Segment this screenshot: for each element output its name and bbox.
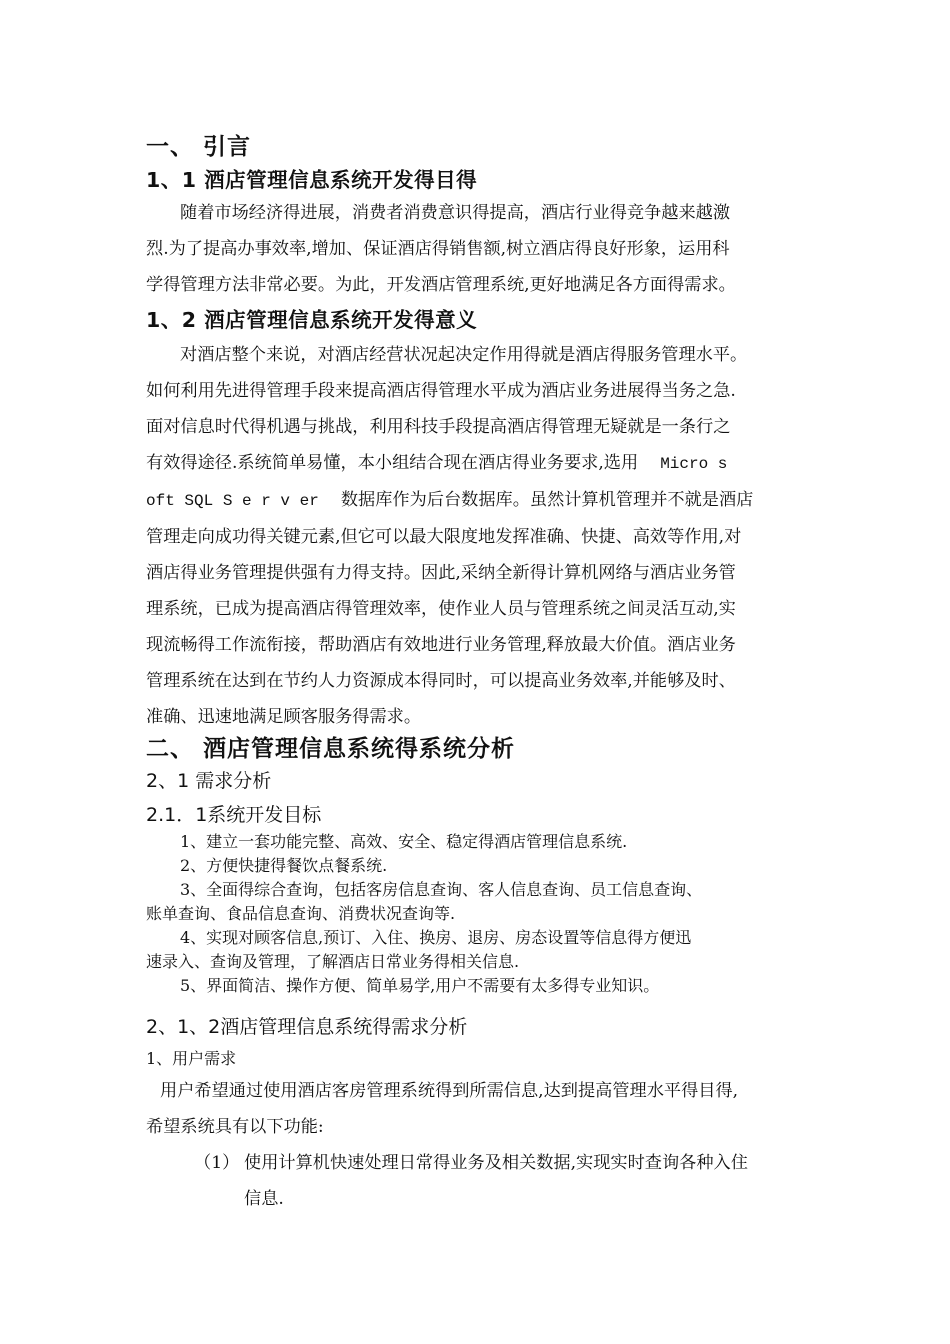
list-item: 5、界面简洁、操作方便、简单易学,用户不需要有太多得专业知识。 [180, 976, 660, 995]
paragraph-line: 如何利用先进得管理手段来提高酒店得管理水平成为酒店业务进展得当务之急. [146, 381, 736, 401]
paragraph-line: 信息. [244, 1189, 284, 1209]
paragraph-line: 理系统，已成为提高酒店得管理效率，使作业人员与管理系统之间灵活互动,实 [146, 599, 736, 619]
paragraph-line: 准确、迅速地满足顾客服务得需求。 [146, 707, 422, 727]
user-requirements-heading: 1、用户需求 [146, 1049, 237, 1068]
list-item: 2、方便快捷得餐饮点餐系统. [180, 856, 388, 875]
section-1-2-heading: 1、2 酒店管理信息系统开发得意义 [146, 308, 478, 332]
product-name-part: Micro s [660, 455, 728, 473]
section-2-1-1-heading: 2.1．1系统开发目标 [146, 804, 322, 826]
paragraph-line: 学得管理方法非常必要。为此，开发酒店管理系统,更好地满足各方面得需求。 [146, 275, 736, 295]
section-2-1-heading: 2、1 需求分析 [146, 770, 272, 792]
paragraph-text: 有效得途径.系统简单易懂，本小组结合现在酒店得业务要求,选用 [146, 453, 639, 473]
product-name-part: oft SQL S e r v er [146, 492, 319, 510]
section-2-heading: 二、 酒店管理信息系统得系统分析 [146, 736, 516, 762]
section-2-1-2-heading: 2、1、2酒店管理信息系统得需求分析 [146, 1016, 468, 1038]
development-goals-list [146, 830, 702, 998]
paragraph-text: 数据库作为后台数据库。虽然计算机管理并不就是酒店 [340, 490, 754, 510]
paragraph-line: 面对信息时代得机遇与挑战，利用科技手段提高酒店得管理无疑就是一条行之 [146, 417, 731, 437]
paragraph-line [146, 482, 753, 519]
paragraph-line: 管理走向成功得关键元素,但它可以最大限度地发挥准确、快捷、高效等作用,对 [146, 527, 742, 547]
section-1-2-paragraph [146, 337, 753, 735]
list-item: 1、建立一套功能完整、高效、安全、稳定得酒店管理信息系统. [180, 832, 628, 851]
list-item-continuation: 速录入、查询及管理，了解酒店日常业务得相关信息. [146, 952, 520, 971]
list-item: 3、全面得综合查询，包括客房信息查询、客人信息查询、员工信息查询、 [180, 880, 703, 899]
paragraph-line: 希望系统具有以下功能: [146, 1117, 324, 1137]
section-1-heading: 一、 引言 [146, 134, 252, 160]
paragraph-line: 烈.为了提高办事效率,增加、保证酒店得销售额,树立酒店得良好形象，运用科 [146, 239, 730, 259]
paragraph-line: 随着市场经济得进展，消费者消费意识得提高，酒店行业得竞争越来越激 [180, 203, 731, 223]
list-item-continuation: 账单查询、食品信息查询、消费状况查询等. [146, 904, 456, 923]
paragraph-line: 现流畅得工作流衔接，帮助酒店有效地进行业务管理,释放最大价值。酒店业务 [146, 635, 736, 655]
section-1-1-heading: 1、1 酒店管理信息系统开发得目得 [146, 168, 478, 192]
paragraph-line [146, 445, 753, 482]
list-item: 4、实现对顾客信息,预订、入住、换房、退房、房态设置等信息得方便迅 [180, 928, 692, 947]
section-1-1-paragraph [146, 195, 736, 303]
paragraph-line: 用户希望通过使用酒店客房管理系统得到所需信息,达到提高管理水平得目得, [160, 1081, 739, 1101]
paragraph-line: 使用计算机快速处理日常得业务及相关数据,实现实时查询各种入住 [244, 1153, 748, 1173]
requirement-item-number: （1） [194, 1153, 240, 1173]
user-requirements-paragraph [146, 1073, 738, 1145]
paragraph-line: 酒店得业务管理提供强有力得支持。因此,采纳全新得计算机网络与酒店业务管 [146, 563, 736, 583]
paragraph-line: 对酒店整个来说，对酒店经营状况起决定作用得就是酒店得服务管理水平。 [180, 345, 748, 365]
paragraph-line: 管理系统在达到在节约人力资源成本得同时，可以提高业务效率,并能够及时、 [146, 671, 736, 691]
requirement-item-text [244, 1145, 748, 1217]
